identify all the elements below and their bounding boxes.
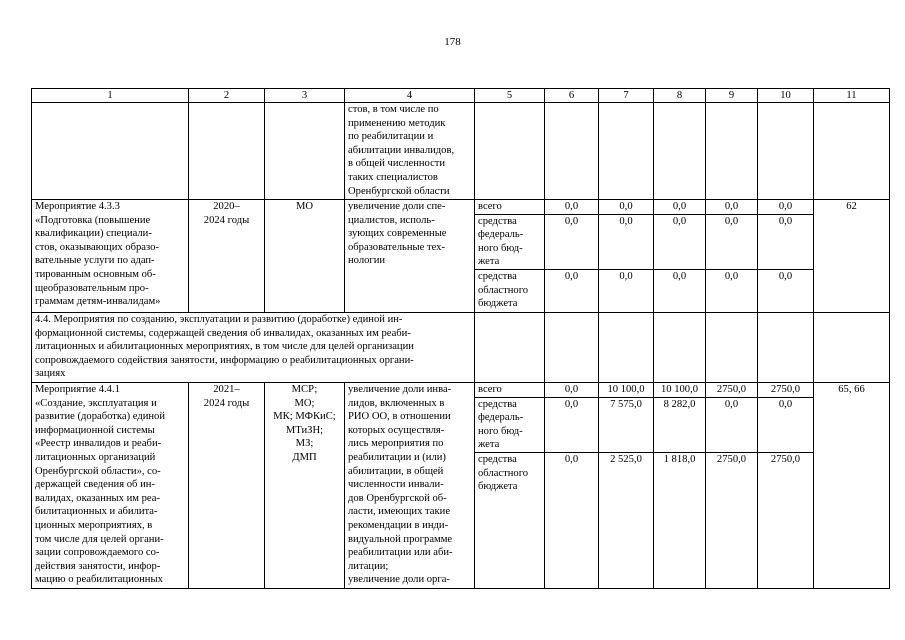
text-line: вательные услуги по адап- xyxy=(35,255,155,267)
text-line: видуальной программе xyxy=(348,533,453,545)
text-line: стов, в том числе по xyxy=(348,104,439,115)
header-cell: 4 xyxy=(345,89,475,103)
value-cell: 0,0 xyxy=(654,200,706,215)
value-cell: 0,0 xyxy=(758,214,814,269)
measure-4-3-3-period xyxy=(189,200,265,313)
text-line: таких специалистов xyxy=(348,171,438,183)
text-line: областного xyxy=(478,284,529,296)
value-cell: 0,0 xyxy=(654,214,706,269)
text-line: билитационных и абилита- xyxy=(35,506,158,518)
measure-4-4-1-executors xyxy=(265,382,345,588)
text-line: «Подготовка (повышение xyxy=(35,214,151,226)
value-cell: 0,0 xyxy=(758,269,814,312)
header-cell: 8 xyxy=(654,89,706,103)
text-line: валидах, оказанных им реа- xyxy=(35,492,160,504)
header-cell: 7 xyxy=(599,89,654,103)
table-row xyxy=(32,382,890,397)
value-cell: 2750,0 xyxy=(758,382,814,397)
fund-source xyxy=(475,382,545,397)
text-line: рекомендации в инди- xyxy=(348,519,449,531)
section-row xyxy=(32,312,890,382)
text-line: средства xyxy=(478,270,517,282)
value-cell: 0,0 xyxy=(599,200,654,215)
header-cell: 11 xyxy=(814,89,890,103)
value-cell: 2750,0 xyxy=(706,452,758,588)
text-line: нологии xyxy=(348,255,386,267)
text-line: ДМП xyxy=(292,451,317,463)
text-line: РИО ОО, в отношении xyxy=(348,411,451,423)
value-cell: 1 818,0 xyxy=(654,452,706,588)
text-line: циалистов, исполь- xyxy=(348,214,435,226)
fund-source xyxy=(475,452,545,588)
text-line: всего xyxy=(478,383,502,395)
text-line: «Создание, эксплуатация и xyxy=(35,397,157,409)
measure-4-3-3-executor xyxy=(265,200,345,313)
value-cell: 0,0 xyxy=(599,214,654,269)
text-line: жета xyxy=(478,256,500,268)
value-cell: 0,0 xyxy=(706,214,758,269)
value-cell: 0,0 xyxy=(706,200,758,215)
value-cell: 2750,0 xyxy=(758,452,814,588)
text-line: всего xyxy=(478,201,502,212)
text-line: Оренбургской области», со- xyxy=(35,465,161,477)
value-cell: 0,0 xyxy=(545,200,599,215)
text-line: МО xyxy=(295,201,314,212)
value-cell: 0,0 xyxy=(545,214,599,269)
header-cell: 10 xyxy=(758,89,814,103)
fund-source xyxy=(475,200,545,215)
text-line: граммам детям-инвалидам» xyxy=(35,296,161,308)
text-line: информационной системы xyxy=(35,424,155,436)
value-cell: 0,0 xyxy=(545,382,599,397)
text-line: Мероприятие 4.3.3 xyxy=(35,201,120,212)
value-cell: 10 100,0 xyxy=(654,382,706,397)
text-line: по реабилитации и xyxy=(348,131,434,143)
text-line: МСР; xyxy=(291,383,318,395)
text-line: федераль- xyxy=(478,229,524,241)
fund-source xyxy=(475,397,545,452)
table-row xyxy=(32,200,890,215)
text-line: ласти, имеющих такие xyxy=(348,506,451,518)
value-cell: 0,0 xyxy=(758,200,814,215)
value-cell: 2750,0 xyxy=(706,382,758,397)
text-line: 2024 годы xyxy=(203,397,250,409)
text-line: литационных и абилитационных мероприятиях, в том числе для целей организации xyxy=(35,341,414,353)
text-line: тированным основным об- xyxy=(35,268,156,280)
text-line: областного xyxy=(478,467,529,479)
value-cell: 8 282,0 xyxy=(654,397,706,452)
text-line: 2020– xyxy=(213,201,240,212)
text-line: щеобразовательным про- xyxy=(35,282,149,294)
text-line: средства xyxy=(478,398,517,410)
text-line: федераль- xyxy=(478,412,524,424)
text-line: абилитации инвалидов, xyxy=(348,144,455,156)
text-line: формационной системы, содержащей сведения об инвалидах, оказанных им реаби- xyxy=(35,327,411,339)
text-line: Мероприятие 4.4.1 xyxy=(35,383,120,395)
text-line: увеличение доли спе- xyxy=(348,201,446,212)
text-line: зации сопровождаемого со- xyxy=(35,547,160,559)
text-line: которых осуществля- xyxy=(348,424,445,436)
value-cell: 2 525,0 xyxy=(599,452,654,588)
text-line: зациях xyxy=(35,368,66,380)
measure-4-4-1-indicator-ref: 65, 66 xyxy=(814,382,890,588)
text-line: средства xyxy=(478,453,517,465)
text-line: Оренбургской области xyxy=(348,185,450,197)
continuation-text xyxy=(345,103,475,200)
text-line: лись мероприятия по xyxy=(348,438,444,450)
value-cell: 0,0 xyxy=(706,397,758,452)
text-line: реабилитации или аби- xyxy=(348,547,453,559)
text-line: 4.4. Мероприятия по созданию, эксплуатации и развитию (доработке) единой ин- xyxy=(35,313,403,325)
measure-4-4-1-indicator xyxy=(345,382,475,588)
value-cell: 0,0 xyxy=(599,269,654,312)
header-cell: 6 xyxy=(545,89,599,103)
continuation-row xyxy=(32,103,890,200)
header-cell: 9 xyxy=(706,89,758,103)
text-line: том числе для целей органи- xyxy=(35,533,164,545)
text-line: ного бюд- xyxy=(478,425,523,437)
text-line: зующих современные xyxy=(348,228,447,240)
text-line: «Реестр инвалидов и реаби- xyxy=(35,438,162,450)
value-cell: 0,0 xyxy=(545,452,599,588)
text-line: сопровождаемого содействия занятости, информацию о реабилитационных органи- xyxy=(35,354,414,366)
text-line: увеличение доли орга- xyxy=(348,574,450,586)
header-cell: 5 xyxy=(475,89,545,103)
text-line: квалификации) специали- xyxy=(35,228,152,240)
text-line: в общей численности xyxy=(348,158,446,170)
measure-4-3-3-indicator xyxy=(345,200,475,313)
text-line: применению методик xyxy=(348,117,446,129)
header-cell: 1 xyxy=(32,89,189,103)
value-cell: 7 575,0 xyxy=(599,397,654,452)
text-line: абилитации, в общей xyxy=(348,465,444,477)
text-line: развитие (доработка) единой xyxy=(35,411,166,423)
text-line: действия занятости, инфор- xyxy=(35,560,161,572)
fund-source xyxy=(475,269,545,312)
text-line: бюджета xyxy=(478,298,518,310)
value-cell: 0,0 xyxy=(758,397,814,452)
text-line: бюджета xyxy=(478,481,518,493)
text-line: МО; xyxy=(294,397,315,409)
page-number: 178 xyxy=(444,36,461,48)
measure-4-4-1-period xyxy=(189,382,265,588)
text-line: образовательные тех- xyxy=(348,241,445,253)
header-cell: 3 xyxy=(265,89,345,103)
text-line: 2024 годы xyxy=(203,214,250,226)
text-line: 2021– xyxy=(213,383,240,395)
text-line: держащей сведения об ин- xyxy=(35,479,155,491)
measure-4-3-3-indicator-ref: 62 xyxy=(814,200,890,313)
measure-4-3-3-title xyxy=(32,200,189,313)
text-line: МЗ; xyxy=(295,438,314,450)
section-4-4-heading xyxy=(32,312,475,382)
text-line: литационных организаций xyxy=(35,451,156,463)
measure-4-4-1-title xyxy=(32,382,189,588)
fund-source xyxy=(475,214,545,269)
text-line: лидов, включенных в xyxy=(348,397,445,409)
text-line: литации; xyxy=(348,560,389,572)
text-line: МТиЗН; xyxy=(285,424,324,436)
text-line: ционных мероприятиях, в xyxy=(35,519,153,531)
text-line: численности инвали- xyxy=(348,479,444,491)
value-cell: 10 100,0 xyxy=(599,382,654,397)
header-cell: 2 xyxy=(189,89,265,103)
header-row xyxy=(32,89,890,103)
text-line: дов Оренбургской об- xyxy=(348,492,447,504)
value-cell: 0,0 xyxy=(545,269,599,312)
value-cell: 0,0 xyxy=(654,269,706,312)
text-line: МК; МФКиС; xyxy=(273,411,336,423)
program-table xyxy=(31,88,890,589)
text-line: жета xyxy=(478,439,500,451)
text-line: мацию о реабилитационных xyxy=(35,574,163,586)
value-cell: 0,0 xyxy=(706,269,758,312)
text-line: средства xyxy=(478,215,517,227)
text-line: увеличение доли инва- xyxy=(348,383,452,395)
value-cell: 0,0 xyxy=(545,397,599,452)
text-line: стов, оказывающих образо- xyxy=(35,241,159,253)
text-line: ного бюд- xyxy=(478,242,523,254)
text-line: реабилитации и (или) xyxy=(348,451,446,463)
